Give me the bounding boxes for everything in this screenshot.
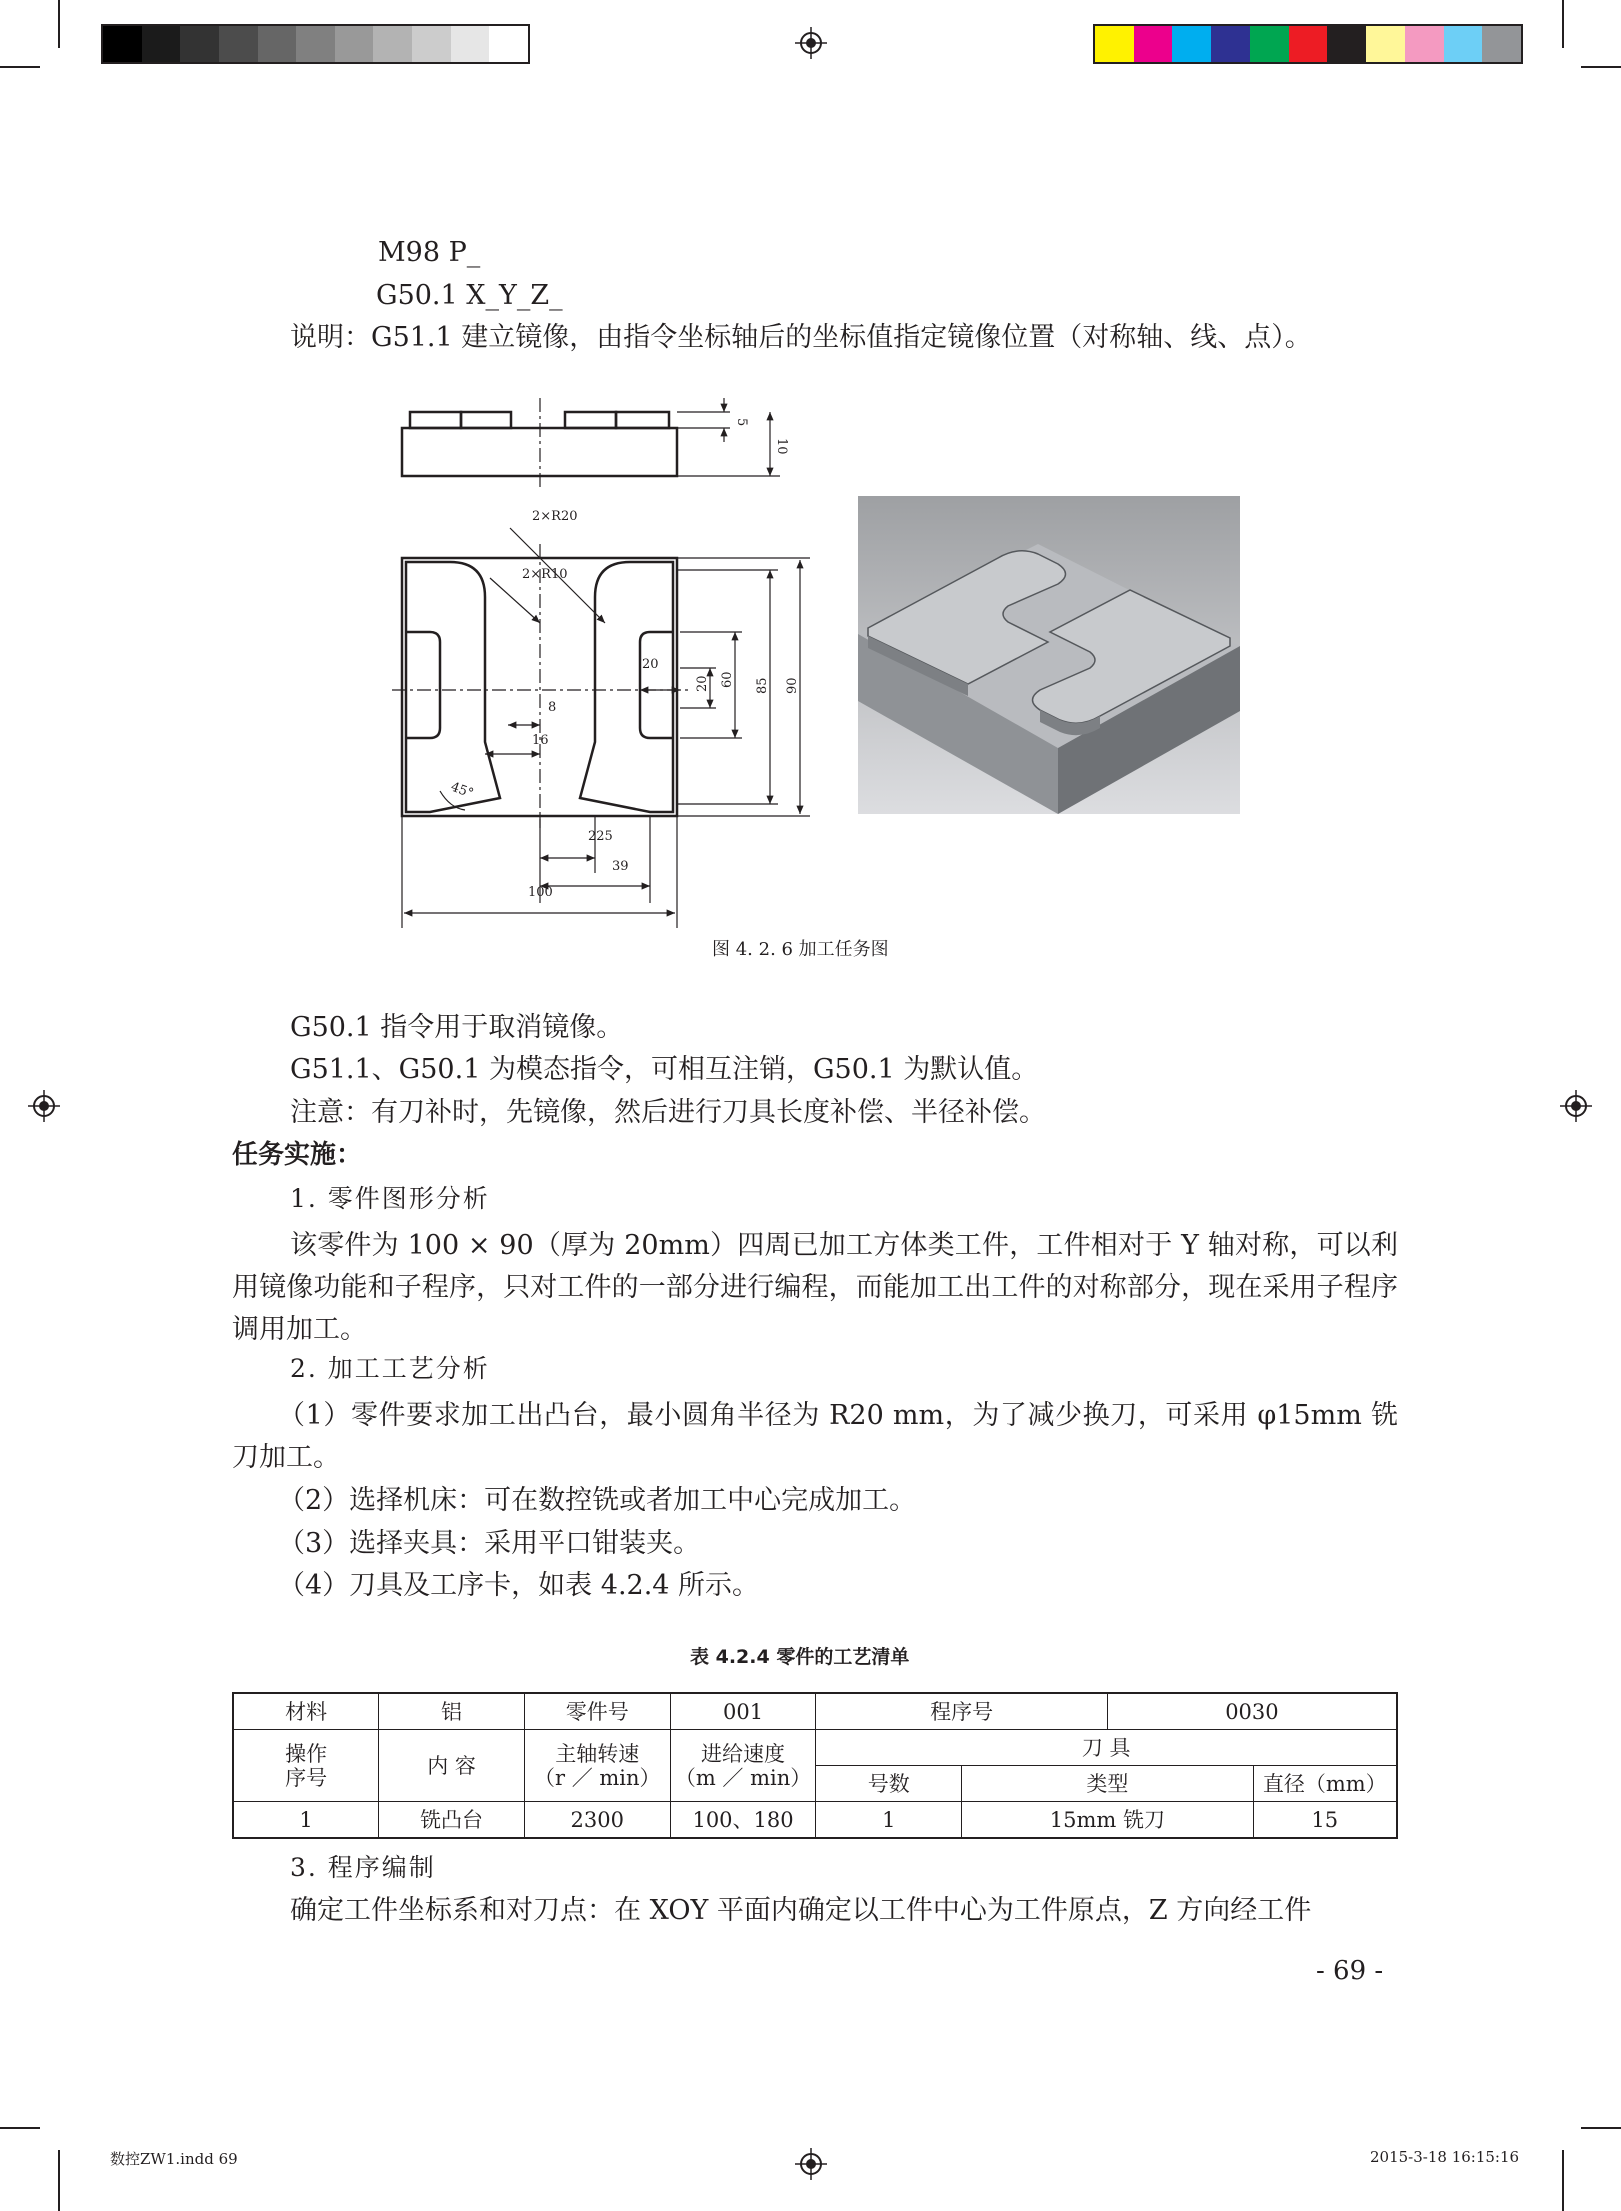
table-cell: 15mm 铣刀 [962, 1802, 1253, 1839]
footer-timestamp: 2015-3-18 16:15:16 [1370, 2148, 1520, 2166]
table-cell: 材料 [233, 1693, 379, 1730]
code-line-m98: M98 P_ [378, 237, 481, 268]
table-header-op [233, 1730, 379, 1802]
dim-16-label: 16 [532, 733, 549, 748]
table-cell: 1 [816, 1802, 962, 1839]
gray-swatch [103, 26, 142, 62]
header-spindle-line1: 主轴转速 [555, 1741, 640, 1766]
paragraph-note: 注意：有刀补时，先镜像，然后进行刀具长度补偿、半径补偿。 [290, 1097, 1046, 1128]
header-spindle-line2: （r ／ min） [533, 1765, 661, 1790]
dim-5-label: 5 [734, 418, 749, 427]
section-3-title: 3. 程序编制 [290, 1853, 436, 1882]
table-cell: 2300 [524, 1802, 670, 1839]
dim-85-label: 85 [755, 677, 770, 694]
section-1-body: 该零件为 100 × 90（厚为 20mm）四周已加工方体类工件，工件相对于 Y 轴对称，可以利用镜像功能和子程序，只对工件的一部分进行编程，而能加工出工件的对称部分，现在采用子程序调用加工。 [232, 1230, 1398, 1345]
gray-swatch [180, 26, 219, 62]
gray-color-bar [101, 24, 530, 64]
table-header-num: 号数 [816, 1766, 962, 1802]
crop-mark [1581, 66, 1621, 68]
header-op-line2: 序号 [285, 1765, 328, 1790]
dim-225-label: 225 [588, 829, 613, 844]
dim-60-label: 60 [720, 671, 735, 688]
table-row [233, 1693, 1397, 1730]
color-swatch [1250, 26, 1289, 62]
crop-mark [58, 0, 60, 48]
crop-mark [58, 2150, 60, 2211]
registration-mark-icon [795, 2148, 827, 2180]
paragraph-explain: 说明：G51.1 建立镜像，由指令坐标轴后的坐标值指定镜像位置（对称轴、线、点）。 [290, 322, 1312, 353]
r10-label: 2×R10 [522, 567, 568, 582]
table-cell: 100、180 [670, 1802, 816, 1839]
footer-file: 数控ZW1.indd 69 [110, 2150, 238, 2168]
gray-swatch [335, 26, 374, 62]
code-line-g501: G50.1 X_Y_Z_ [376, 280, 563, 311]
dim-100-label: 100 [528, 885, 553, 900]
figure-caption: 图 4. 2. 6 加工任务图 [712, 939, 889, 960]
color-swatch [1366, 26, 1405, 62]
heading-task: 任务实施： [232, 1140, 363, 1170]
table-header-content: 内 容 [379, 1730, 525, 1802]
table-cell: 1 [233, 1802, 379, 1839]
table-header-type: 类型 [962, 1766, 1253, 1802]
color-swatch [1095, 26, 1134, 62]
dim-20-v-label: 20 [695, 675, 710, 692]
table-header-spindle [524, 1730, 670, 1802]
dim-90-label: 90 [785, 677, 800, 694]
section-2-title: 2. 加工工艺分析 [290, 1354, 490, 1383]
part-3d-render [858, 496, 1240, 814]
color-swatch [1482, 26, 1521, 62]
gray-swatch [296, 26, 335, 62]
table-row [233, 1730, 1397, 1766]
registration-mark-icon [28, 1090, 60, 1122]
registration-mark-icon [795, 27, 827, 59]
process-table [232, 1692, 1398, 1839]
gray-swatch [219, 26, 258, 62]
gray-swatch [373, 26, 412, 62]
section-3-body: 确定工件坐标系和对刀点：在 XOY 平面内确定以工件中心为工件原点，Z 方向经工件 [290, 1895, 1312, 1926]
table-header-tool: 刀 具 [816, 1730, 1397, 1766]
table-cell: 15 [1253, 1802, 1397, 1839]
color-swatch [1327, 26, 1366, 62]
technical-drawing [390, 398, 810, 928]
crop-mark [1562, 0, 1564, 48]
gray-swatch [142, 26, 181, 62]
gray-swatch [489, 26, 528, 62]
gray-swatch [258, 26, 297, 62]
color-swatch [1405, 26, 1444, 62]
paragraph-g501: G50.1 指令用于取消镜像。 [290, 1012, 624, 1043]
crop-mark [0, 2127, 40, 2129]
section-2-item-4: （4）刀具及工序卡，如表 4.2.4 所示。 [278, 1570, 760, 1601]
table-cell: 0030 [1107, 1693, 1397, 1730]
table-cell: 001 [670, 1693, 816, 1730]
table-caption: 表 4.2.4 零件的工艺清单 [690, 1646, 910, 1668]
header-feed-line1: 进给速度 [701, 1741, 786, 1766]
section-2-item-2: （2）选择机床：可在数控铣或者加工中心完成加工。 [278, 1485, 917, 1516]
color-swatch [1172, 26, 1211, 62]
dim-39-label: 39 [612, 859, 629, 874]
table-cell: 零件号 [524, 1693, 670, 1730]
color-swatch [1289, 26, 1328, 62]
section-1-title: 1. 零件图形分析 [290, 1184, 490, 1213]
r20-label: 2×R20 [532, 509, 578, 524]
table-cell: 铣凸台 [379, 1802, 525, 1839]
page-number: - 69 - [1316, 1956, 1384, 1986]
table-cell: 铝 [379, 1693, 525, 1730]
table-header-feed [670, 1730, 816, 1802]
color-swatch [1134, 26, 1173, 62]
color-swatch [1211, 26, 1250, 62]
crop-mark [1562, 2150, 1564, 2211]
paragraph-modal: G51.1、G50.1 为模态指令，可相互注销，G50.1 为默认值。 [290, 1054, 1039, 1085]
crop-mark [1581, 2127, 1621, 2129]
color-swatch [1444, 26, 1483, 62]
dim-20-h-label: 20 [642, 657, 659, 672]
dim-10-label: 10 [774, 438, 789, 455]
table-cell: 程序号 [816, 1693, 1107, 1730]
table-row [233, 1802, 1397, 1839]
gray-swatch [451, 26, 490, 62]
registration-mark-icon [1560, 1090, 1592, 1122]
crop-mark [0, 66, 40, 68]
process-color-bar [1093, 24, 1523, 64]
section-2-item-3: （3）选择夹具：采用平口钳装夹。 [278, 1528, 701, 1559]
angle-label: 45° [448, 779, 476, 802]
section-2-item-1: （1）零件要求加工出凸台，最小圆角半径为 R20 mm，为了减少换刀，可采用 φ15mm 铣刀加工。 [232, 1400, 1398, 1473]
header-op-line1: 操作 [285, 1741, 328, 1766]
dim-8-label: 8 [548, 700, 557, 715]
table-header-dia: 直径（mm） [1253, 1766, 1397, 1802]
header-feed-line2: （m ／ min） [674, 1765, 812, 1790]
gray-swatch [412, 26, 451, 62]
